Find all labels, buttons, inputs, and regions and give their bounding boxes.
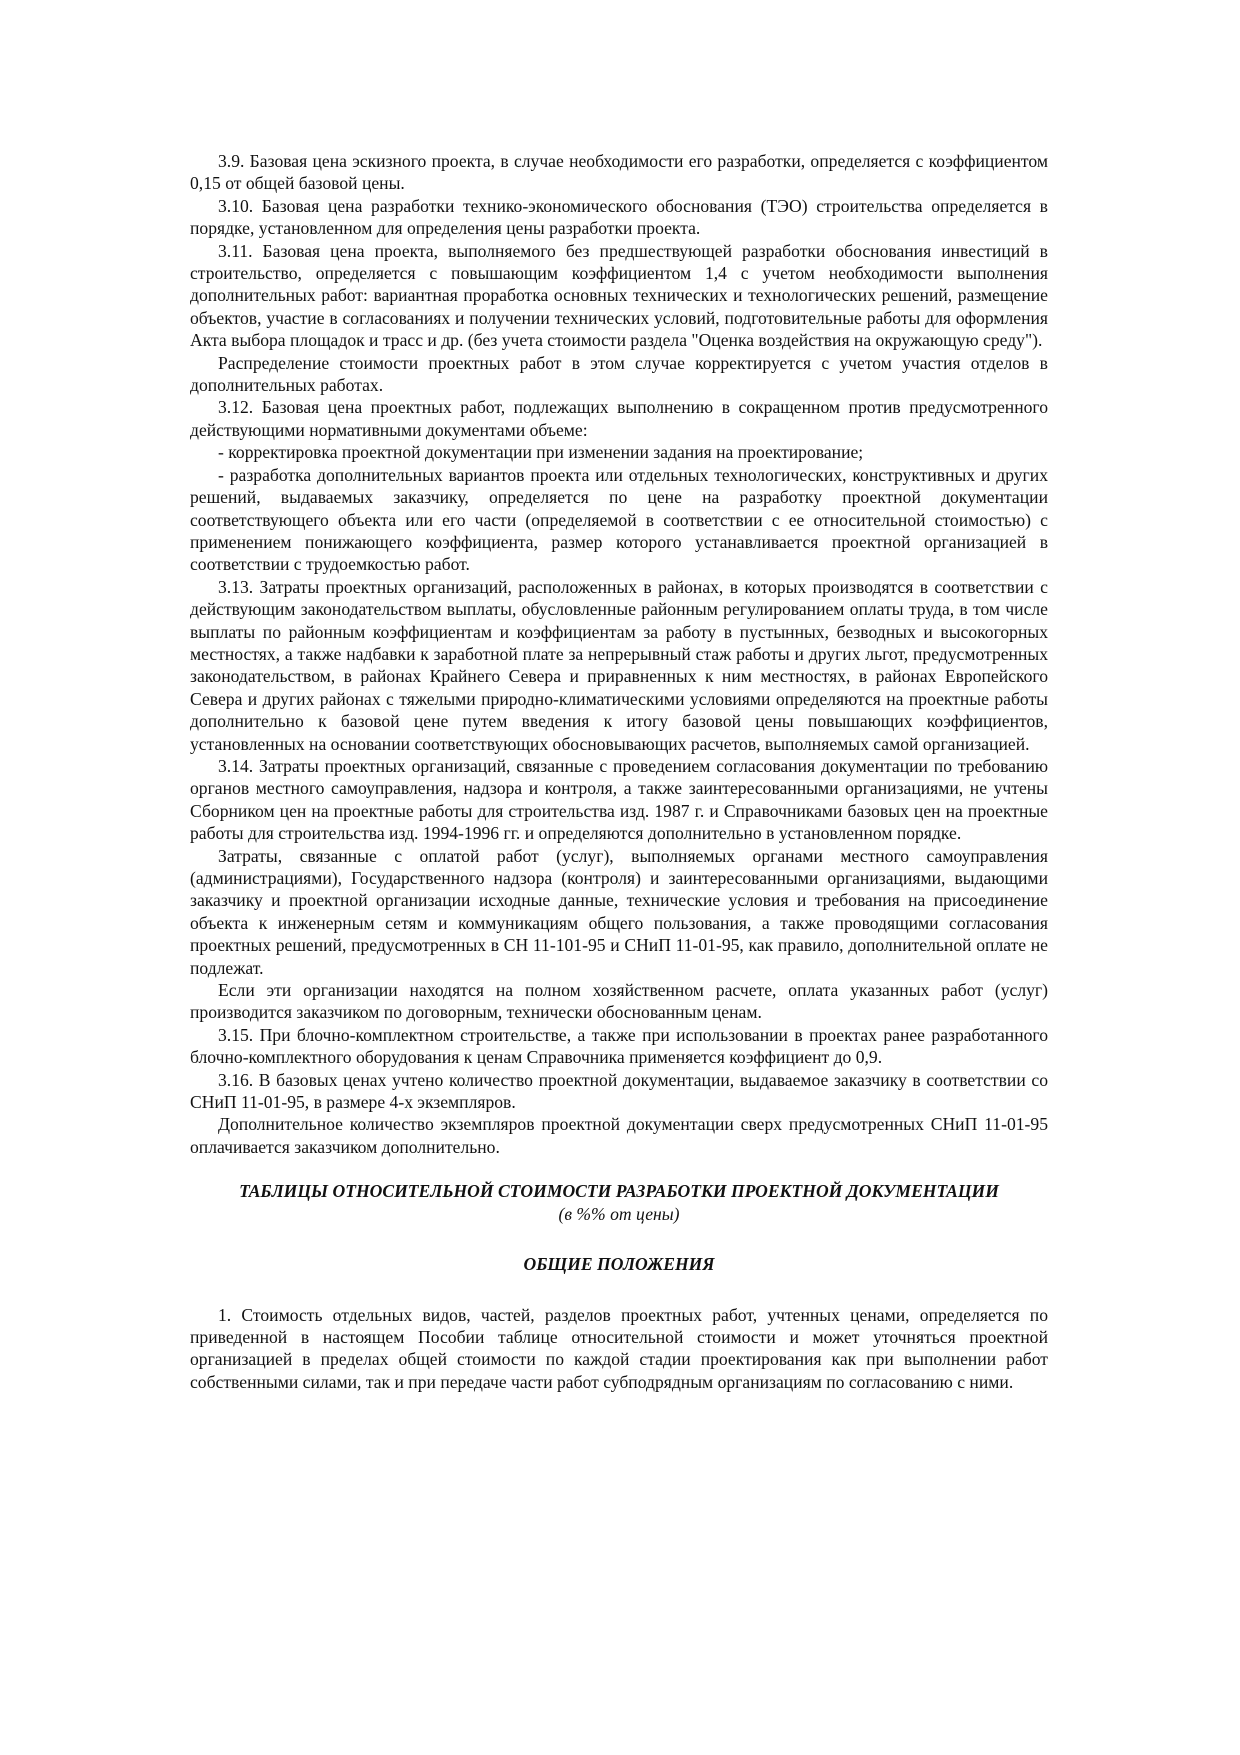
paragraph-3-14-costs: Затраты, связанные с оплатой работ (услуг), выполняемых органами местного самоуправления (администрациями), Государственного надзора (контроля) и заинтересованными организациями, выдающими заказчику и проектной организации исходные данные, технические условия и требования на присоединение объекта к инженерным сетям и коммуникациям общего пользования, а также проводящими согласования проектных решений, предусмотренных в СН 11-101-95 и СНиП 11-01-95, как правило, дополнительной оплате не подлежат.: [190, 845, 1048, 978]
section-title: ТАБЛИЦЫ ОТНОСИТЕЛЬНОЙ СТОИМОСТИ РАЗРАБОТКИ ПРОЕКТНОЙ ДОКУМЕНТАЦИИ: [239, 1181, 999, 1202]
paragraph-3-12-item-1: - корректировка проектной документации при изменении задания на проектирование;: [218, 442, 864, 463]
paragraph-3-16-additional-copies: Дополнительное количество экземпляров проектной документации сверх предусмотренных СНиП 11-01-95 оплачивается заказчиком дополнительно.: [190, 1114, 1048, 1157]
paragraph-3-15: 3.15. При блочно-комплектном строительстве, а также при использовании в проектах ранее разработанного блочно-комплектного оборудования к ценам Справочника применяется коэффициент до 0,9.: [190, 1024, 1048, 1068]
paragraph-3-11-cost-distribution: Распределение стоимости проектных работ в этом случае корректируется с учетом участия отделов в дополнительных работах.: [190, 352, 1048, 396]
paragraph-3-16: 3.16. В базовых ценах учтено количество проектной документации, выдаваемое заказчику в соответствии со СНиП 11-01-95, в размере 4-х экземпляров.: [190, 1069, 1048, 1113]
paragraph-3-11: 3.11. Базовая цена проекта, выполняемого без предшествующей разработки обоснования инвестиций в строительство, определяется с повышающим коэффициентом 1,4 с учетом необходимости выполнения дополнительных работ: вариантная проработка основных технических и технологических решений, размещение объектов, участие в согласованиях и получении технических условий, подготовительные работы для оформления Акта выбора площадок и трасс и др. (без учета стоимости раздела "Оценка воздействия на окружающую среду").: [190, 240, 1048, 351]
paragraph-3-9: 3.9. Базовая цена эскизного проекта, в случае необходимости его разработки, определяется с коэффициентом 0,15 от общей базовой цены.: [190, 151, 1048, 194]
subsection-title: ОБЩИЕ ПОЛОЖЕНИЯ: [523, 1254, 715, 1275]
document-page: [190, 150, 1048, 1393]
paragraph-3-10: 3.10. Базовая цена разработки технико-экономического обоснования (ТЭО) строительства определяется в порядке, установленном для определения цены разработки проекта.: [190, 195, 1048, 239]
paragraph-3-14-payment: Если эти организации находятся на полном хозяйственном расчете, оплата указанных работ (услуг) производится заказчиком по договорным, технически обоснованным ценам.: [190, 980, 1048, 1023]
paragraph-3-12-item-2: - разработка дополнительных вариантов проекта или отдельных технологических, конструктивных и других решений, выдаваемых заказчику, определяется по цене на разработку проектной документации соответствующего объекта или его части (определяемой в соответствии с ее относительной стоимостью) с применением понижающего коэффициента, размер которого устанавливается проектной организацией в соответствии с трудоемкостью работ.: [190, 464, 1048, 575]
paragraph-3-12: 3.12. Базовая цена проектных работ, подлежащих выполнению в сокращенном против предусмотренного действующими нормативными документами объеме:: [190, 397, 1048, 440]
section-subtitle: (в %% от цены): [558, 1203, 680, 1224]
paragraph-3-14: 3.14. Затраты проектных организаций, связанные с проведением согласования документации по требованию органов местного самоуправления, надзора и контроля, а также заинтересованными организациями, не учтены Сборником цен на проектные работы для строительства изд. 1987 г. и Справочниками базовых цен на проектные работы для строительства изд. 1994-1996 гг. и определяются дополнительно в установленном порядке.: [190, 755, 1048, 844]
paragraph-general-1: 1. Стоимость отдельных видов, частей, разделов проектных работ, учтенных ценами, определяется по приведенной в настоящем Пособии таблице относительной стоимости и может уточняться проектной организацией в пределах общей стоимости по каждой стадии проектирования как при выполнении работ собственными силами, так и при передаче части работ субподрядным организациям по согласованию с ними.: [190, 1304, 1048, 1392]
paragraph-3-13: 3.13. Затраты проектных организаций, расположенных в районах, в которых производятся в соответствии с действующим законодательством выплаты, обусловленные районным регулированием оплаты труда, в том числе выплаты по районным коэффициентам и коэффициентам за работу в пустынных, безводных и высокогорных местностях, а также надбавки к заработной плате за непрерывный стаж работы и других льгот, предусмотренных законодательством, в районах Крайнего Севера и приравненных к ним местностях, в районах Европейского Севера и других районах с тяжелыми природно-климатическими условиями определяются на проектные работы дополнительно к базовой цене путем введения к итогу базовой цены повышающих коэффициентов, установленных на основании соответствующих обосновывающих расчетов, выполняемых самой организацией.: [190, 576, 1048, 754]
